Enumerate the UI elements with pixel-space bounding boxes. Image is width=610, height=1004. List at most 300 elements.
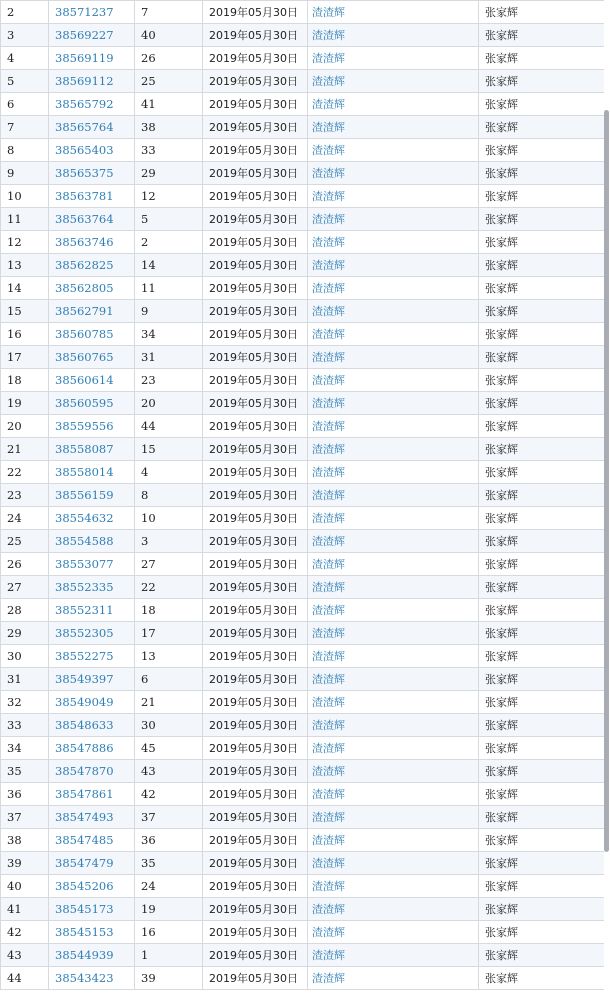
row-index: 18 <box>1 369 49 392</box>
row-date: 2019年05月30日 <box>203 461 308 484</box>
record-id-link[interactable]: 38552305 <box>49 622 135 645</box>
record-id-link[interactable]: 38547861 <box>49 783 135 806</box>
row-date: 2019年05月30日 <box>203 484 308 507</box>
table-row <box>1 944 605 967</box>
row-count: 19 <box>135 898 203 921</box>
row-category: 张家辉 <box>479 967 605 990</box>
row-date: 2019年05月30日 <box>203 668 308 691</box>
row-count: 12 <box>135 185 203 208</box>
row-category: 张家辉 <box>479 415 605 438</box>
row-count: 20 <box>135 392 203 415</box>
row-index: 11 <box>1 208 49 231</box>
record-id-link[interactable]: 38560595 <box>49 392 135 415</box>
row-count: 22 <box>135 576 203 599</box>
row-date: 2019年05月30日 <box>203 47 308 70</box>
record-id-link[interactable]: 38565403 <box>49 139 135 162</box>
table-row <box>1 438 605 461</box>
record-id-link[interactable]: 38563781 <box>49 185 135 208</box>
user-link[interactable]: 渣渣辉 <box>308 369 479 392</box>
user-link[interactable]: 渣渣辉 <box>308 484 479 507</box>
row-count: 7 <box>135 1 203 24</box>
record-id-link[interactable]: 38552335 <box>49 576 135 599</box>
row-date: 2019年05月30日 <box>203 944 308 967</box>
row-index: 41 <box>1 898 49 921</box>
row-index: 19 <box>1 392 49 415</box>
row-category: 张家辉 <box>479 1 605 24</box>
table-row <box>1 622 605 645</box>
row-count: 30 <box>135 714 203 737</box>
record-id-link[interactable]: 38548633 <box>49 714 135 737</box>
row-date: 2019年05月30日 <box>203 576 308 599</box>
table-row <box>1 392 605 415</box>
vertical-scrollbar-thumb[interactable] <box>604 110 609 852</box>
record-id-link[interactable]: 38545153 <box>49 921 135 944</box>
row-category: 张家辉 <box>479 622 605 645</box>
table-row <box>1 208 605 231</box>
table-row <box>1 162 605 185</box>
row-index: 30 <box>1 645 49 668</box>
user-link[interactable]: 渣渣辉 <box>308 967 479 990</box>
user-link[interactable]: 渣渣辉 <box>308 944 479 967</box>
row-count: 14 <box>135 254 203 277</box>
table-row <box>1 346 605 369</box>
row-index: 2 <box>1 1 49 24</box>
row-date: 2019年05月30日 <box>203 277 308 300</box>
row-count: 39 <box>135 967 203 990</box>
user-link[interactable]: 渣渣辉 <box>308 806 479 829</box>
row-date: 2019年05月30日 <box>203 1 308 24</box>
table-row <box>1 530 605 553</box>
row-index: 27 <box>1 576 49 599</box>
table-row <box>1 507 605 530</box>
record-id-link[interactable]: 38549049 <box>49 691 135 714</box>
table-row <box>1 760 605 783</box>
record-id-link[interactable]: 38560785 <box>49 323 135 346</box>
row-index: 12 <box>1 231 49 254</box>
row-index: 7 <box>1 116 49 139</box>
user-link[interactable]: 渣渣辉 <box>308 645 479 668</box>
record-id-link[interactable]: 38569227 <box>49 24 135 47</box>
row-index: 31 <box>1 668 49 691</box>
table-row <box>1 829 605 852</box>
table-row <box>1 714 605 737</box>
record-id-link[interactable]: 38553077 <box>49 553 135 576</box>
row-category: 张家辉 <box>479 576 605 599</box>
user-link[interactable]: 渣渣辉 <box>308 300 479 323</box>
user-link[interactable]: 渣渣辉 <box>308 783 479 806</box>
user-link[interactable]: 渣渣辉 <box>308 392 479 415</box>
table-row <box>1 116 605 139</box>
user-link[interactable]: 渣渣辉 <box>308 24 479 47</box>
row-category: 张家辉 <box>479 530 605 553</box>
row-index: 39 <box>1 852 49 875</box>
user-link[interactable]: 渣渣辉 <box>308 47 479 70</box>
record-id-link[interactable]: 38562791 <box>49 300 135 323</box>
row-count: 23 <box>135 369 203 392</box>
row-category: 张家辉 <box>479 300 605 323</box>
row-date: 2019年05月30日 <box>203 438 308 461</box>
record-id-link[interactable]: 38569119 <box>49 47 135 70</box>
row-date: 2019年05月30日 <box>203 70 308 93</box>
row-date: 2019年05月30日 <box>203 369 308 392</box>
row-index: 23 <box>1 484 49 507</box>
record-id-link[interactable]: 38547479 <box>49 852 135 875</box>
user-link[interactable]: 渣渣辉 <box>308 277 479 300</box>
row-category: 张家辉 <box>479 70 605 93</box>
row-count: 2 <box>135 231 203 254</box>
row-date: 2019年05月30日 <box>203 783 308 806</box>
user-link[interactable]: 渣渣辉 <box>308 530 479 553</box>
row-date: 2019年05月30日 <box>203 346 308 369</box>
row-category: 张家辉 <box>479 852 605 875</box>
record-id-link[interactable]: 38562805 <box>49 277 135 300</box>
user-link[interactable]: 渣渣辉 <box>308 346 479 369</box>
user-link[interactable]: 渣渣辉 <box>308 415 479 438</box>
row-count: 27 <box>135 553 203 576</box>
row-category: 张家辉 <box>479 346 605 369</box>
row-date: 2019年05月30日 <box>203 875 308 898</box>
table-row <box>1 369 605 392</box>
table-row <box>1 737 605 760</box>
row-category: 张家辉 <box>479 829 605 852</box>
user-link[interactable]: 渣渣辉 <box>308 875 479 898</box>
row-date: 2019年05月30日 <box>203 967 308 990</box>
row-date: 2019年05月30日 <box>203 921 308 944</box>
record-id-link[interactable]: 38554588 <box>49 530 135 553</box>
table-row <box>1 691 605 714</box>
user-link[interactable]: 渣渣辉 <box>308 162 479 185</box>
row-count: 18 <box>135 599 203 622</box>
row-count: 44 <box>135 415 203 438</box>
record-id-link[interactable]: 38547485 <box>49 829 135 852</box>
record-id-link[interactable]: 38563764 <box>49 208 135 231</box>
record-id-link[interactable]: 38543423 <box>49 967 135 990</box>
table-row <box>1 47 605 70</box>
row-category: 张家辉 <box>479 944 605 967</box>
row-index: 14 <box>1 277 49 300</box>
row-category: 张家辉 <box>479 323 605 346</box>
table-row <box>1 852 605 875</box>
table-row <box>1 323 605 346</box>
record-id-link[interactable]: 38559556 <box>49 415 135 438</box>
record-id-link[interactable]: 38545206 <box>49 875 135 898</box>
record-id-link[interactable]: 38558087 <box>49 438 135 461</box>
row-date: 2019年05月30日 <box>203 139 308 162</box>
row-date: 2019年05月30日 <box>203 162 308 185</box>
row-date: 2019年05月30日 <box>203 231 308 254</box>
table-row <box>1 576 605 599</box>
record-id-link[interactable]: 38545173 <box>49 898 135 921</box>
record-id-link[interactable]: 38565764 <box>49 116 135 139</box>
row-date: 2019年05月30日 <box>203 898 308 921</box>
row-index: 26 <box>1 553 49 576</box>
row-index: 33 <box>1 714 49 737</box>
table-row <box>1 70 605 93</box>
row-date: 2019年05月30日 <box>203 737 308 760</box>
row-index: 15 <box>1 300 49 323</box>
row-date: 2019年05月30日 <box>203 714 308 737</box>
record-id-link[interactable]: 38547870 <box>49 760 135 783</box>
user-link[interactable]: 渣渣辉 <box>308 691 479 714</box>
user-link[interactable]: 渣渣辉 <box>308 714 479 737</box>
table-row <box>1 806 605 829</box>
row-count: 26 <box>135 47 203 70</box>
row-count: 43 <box>135 760 203 783</box>
table-row <box>1 783 605 806</box>
row-date: 2019年05月30日 <box>203 645 308 668</box>
row-count: 35 <box>135 852 203 875</box>
row-category: 张家辉 <box>479 783 605 806</box>
row-count: 10 <box>135 507 203 530</box>
row-index: 36 <box>1 783 49 806</box>
row-count: 24 <box>135 875 203 898</box>
row-category: 张家辉 <box>479 208 605 231</box>
row-date: 2019年05月30日 <box>203 254 308 277</box>
row-category: 张家辉 <box>479 760 605 783</box>
row-count: 33 <box>135 139 203 162</box>
table-row <box>1 668 605 691</box>
row-count: 41 <box>135 93 203 116</box>
table-row <box>1 921 605 944</box>
row-count: 16 <box>135 921 203 944</box>
row-category: 张家辉 <box>479 47 605 70</box>
table-row <box>1 139 605 162</box>
row-count: 38 <box>135 116 203 139</box>
record-id-link[interactable]: 38563746 <box>49 231 135 254</box>
row-date: 2019年05月30日 <box>203 24 308 47</box>
row-index: 13 <box>1 254 49 277</box>
record-id-link[interactable]: 38558014 <box>49 461 135 484</box>
record-id-link[interactable]: 38560614 <box>49 369 135 392</box>
user-link[interactable]: 渣渣辉 <box>308 668 479 691</box>
row-count: 9 <box>135 300 203 323</box>
row-category: 张家辉 <box>479 139 605 162</box>
row-index: 37 <box>1 806 49 829</box>
user-link[interactable]: 渣渣辉 <box>308 599 479 622</box>
row-count: 42 <box>135 783 203 806</box>
row-date: 2019年05月30日 <box>203 185 308 208</box>
user-link[interactable]: 渣渣辉 <box>308 461 479 484</box>
row-category: 张家辉 <box>479 185 605 208</box>
row-category: 张家辉 <box>479 714 605 737</box>
user-link[interactable]: 渣渣辉 <box>308 70 479 93</box>
row-date: 2019年05月30日 <box>203 691 308 714</box>
row-category: 张家辉 <box>479 737 605 760</box>
record-id-link[interactable]: 38565792 <box>49 93 135 116</box>
row-date: 2019年05月30日 <box>203 760 308 783</box>
user-link[interactable]: 渣渣辉 <box>308 231 479 254</box>
row-count: 37 <box>135 806 203 829</box>
user-link[interactable]: 渣渣辉 <box>308 208 479 231</box>
table-row <box>1 898 605 921</box>
table-row <box>1 277 605 300</box>
table-row <box>1 1 605 24</box>
table-row <box>1 254 605 277</box>
row-category: 张家辉 <box>479 231 605 254</box>
table-row <box>1 415 605 438</box>
row-category: 张家辉 <box>479 116 605 139</box>
record-id-link[interactable]: 38549397 <box>49 668 135 691</box>
row-date: 2019年05月30日 <box>203 208 308 231</box>
row-count: 31 <box>135 346 203 369</box>
user-link[interactable]: 渣渣辉 <box>308 438 479 461</box>
user-link[interactable]: 渣渣辉 <box>308 323 479 346</box>
row-count: 8 <box>135 484 203 507</box>
user-link[interactable]: 渣渣辉 <box>308 116 479 139</box>
table-row <box>1 645 605 668</box>
row-index: 42 <box>1 921 49 944</box>
row-count: 1 <box>135 944 203 967</box>
row-index: 24 <box>1 507 49 530</box>
user-link[interactable]: 渣渣辉 <box>308 852 479 875</box>
row-index: 43 <box>1 944 49 967</box>
row-index: 21 <box>1 438 49 461</box>
row-category: 张家辉 <box>479 24 605 47</box>
record-id-link[interactable]: 38552311 <box>49 599 135 622</box>
row-count: 25 <box>135 70 203 93</box>
user-link[interactable]: 渣渣辉 <box>308 921 479 944</box>
row-count: 3 <box>135 530 203 553</box>
row-count: 17 <box>135 622 203 645</box>
row-count: 36 <box>135 829 203 852</box>
row-date: 2019年05月30日 <box>203 530 308 553</box>
row-index: 35 <box>1 760 49 783</box>
table-row <box>1 967 605 990</box>
user-link[interactable]: 渣渣辉 <box>308 254 479 277</box>
row-date: 2019年05月30日 <box>203 116 308 139</box>
row-category: 张家辉 <box>479 438 605 461</box>
user-link[interactable]: 渣渣辉 <box>308 760 479 783</box>
row-category: 张家辉 <box>479 507 605 530</box>
row-category: 张家辉 <box>479 599 605 622</box>
row-date: 2019年05月30日 <box>203 553 308 576</box>
row-category: 张家辉 <box>479 254 605 277</box>
row-index: 44 <box>1 967 49 990</box>
user-link[interactable]: 渣渣辉 <box>308 185 479 208</box>
user-link[interactable]: 渣渣辉 <box>308 576 479 599</box>
record-id-link[interactable]: 38554632 <box>49 507 135 530</box>
row-category: 张家辉 <box>479 277 605 300</box>
record-id-link[interactable]: 38556159 <box>49 484 135 507</box>
row-index: 9 <box>1 162 49 185</box>
row-date: 2019年05月30日 <box>203 852 308 875</box>
record-id-link[interactable]: 38571237 <box>49 1 135 24</box>
row-category: 张家辉 <box>479 691 605 714</box>
row-category: 张家辉 <box>479 645 605 668</box>
row-category: 张家辉 <box>479 806 605 829</box>
record-id-link[interactable]: 38552275 <box>49 645 135 668</box>
row-date: 2019年05月30日 <box>203 829 308 852</box>
user-link[interactable]: 渣渣辉 <box>308 898 479 921</box>
row-date: 2019年05月30日 <box>203 323 308 346</box>
row-count: 21 <box>135 691 203 714</box>
table-row <box>1 484 605 507</box>
row-count: 6 <box>135 668 203 691</box>
row-index: 29 <box>1 622 49 645</box>
row-category: 张家辉 <box>479 668 605 691</box>
row-count: 45 <box>135 737 203 760</box>
row-category: 张家辉 <box>479 553 605 576</box>
row-index: 10 <box>1 185 49 208</box>
record-id-link[interactable]: 38560765 <box>49 346 135 369</box>
row-date: 2019年05月30日 <box>203 415 308 438</box>
table-row <box>1 553 605 576</box>
row-category: 张家辉 <box>479 392 605 415</box>
row-count: 40 <box>135 24 203 47</box>
row-date: 2019年05月30日 <box>203 507 308 530</box>
row-date: 2019年05月30日 <box>203 806 308 829</box>
row-index: 6 <box>1 93 49 116</box>
row-index: 5 <box>1 70 49 93</box>
row-count: 34 <box>135 323 203 346</box>
table-row <box>1 300 605 323</box>
row-category: 张家辉 <box>479 875 605 898</box>
row-date: 2019年05月30日 <box>203 622 308 645</box>
record-id-link[interactable]: 38565375 <box>49 162 135 185</box>
row-count: 4 <box>135 461 203 484</box>
record-id-link[interactable]: 38544939 <box>49 944 135 967</box>
table-row <box>1 461 605 484</box>
record-id-link[interactable]: 38547886 <box>49 737 135 760</box>
user-link[interactable]: 渣渣辉 <box>308 93 479 116</box>
row-category: 张家辉 <box>479 461 605 484</box>
row-index: 8 <box>1 139 49 162</box>
row-index: 34 <box>1 737 49 760</box>
table-row <box>1 599 605 622</box>
user-link[interactable]: 渣渣辉 <box>308 139 479 162</box>
record-id-link[interactable]: 38562825 <box>49 254 135 277</box>
row-index: 22 <box>1 461 49 484</box>
row-count: 5 <box>135 208 203 231</box>
row-date: 2019年05月30日 <box>203 599 308 622</box>
row-index: 3 <box>1 24 49 47</box>
row-category: 张家辉 <box>479 93 605 116</box>
user-link[interactable]: 渣渣辉 <box>308 1 479 24</box>
table-row <box>1 875 605 898</box>
row-date: 2019年05月30日 <box>203 300 308 323</box>
record-id-link[interactable]: 38569112 <box>49 70 135 93</box>
record-id-link[interactable]: 38547493 <box>49 806 135 829</box>
row-index: 32 <box>1 691 49 714</box>
table-row <box>1 231 605 254</box>
row-count: 15 <box>135 438 203 461</box>
user-link[interactable]: 渣渣辉 <box>308 622 479 645</box>
row-index: 38 <box>1 829 49 852</box>
user-link[interactable]: 渣渣辉 <box>308 553 479 576</box>
row-date: 2019年05月30日 <box>203 93 308 116</box>
table-row <box>1 24 605 47</box>
row-index: 16 <box>1 323 49 346</box>
row-date: 2019年05月30日 <box>203 392 308 415</box>
user-link[interactable]: 渣渣辉 <box>308 507 479 530</box>
table-body <box>1 1 605 990</box>
user-link[interactable]: 渣渣辉 <box>308 737 479 760</box>
row-index: 20 <box>1 415 49 438</box>
row-count: 13 <box>135 645 203 668</box>
row-index: 17 <box>1 346 49 369</box>
row-index: 25 <box>1 530 49 553</box>
row-count: 29 <box>135 162 203 185</box>
row-category: 张家辉 <box>479 162 605 185</box>
row-category: 张家辉 <box>479 484 605 507</box>
user-link[interactable]: 渣渣辉 <box>308 829 479 852</box>
table-row <box>1 93 605 116</box>
row-category: 张家辉 <box>479 898 605 921</box>
row-category: 张家辉 <box>479 921 605 944</box>
row-index: 28 <box>1 599 49 622</box>
row-category: 张家辉 <box>479 369 605 392</box>
row-count: 11 <box>135 277 203 300</box>
